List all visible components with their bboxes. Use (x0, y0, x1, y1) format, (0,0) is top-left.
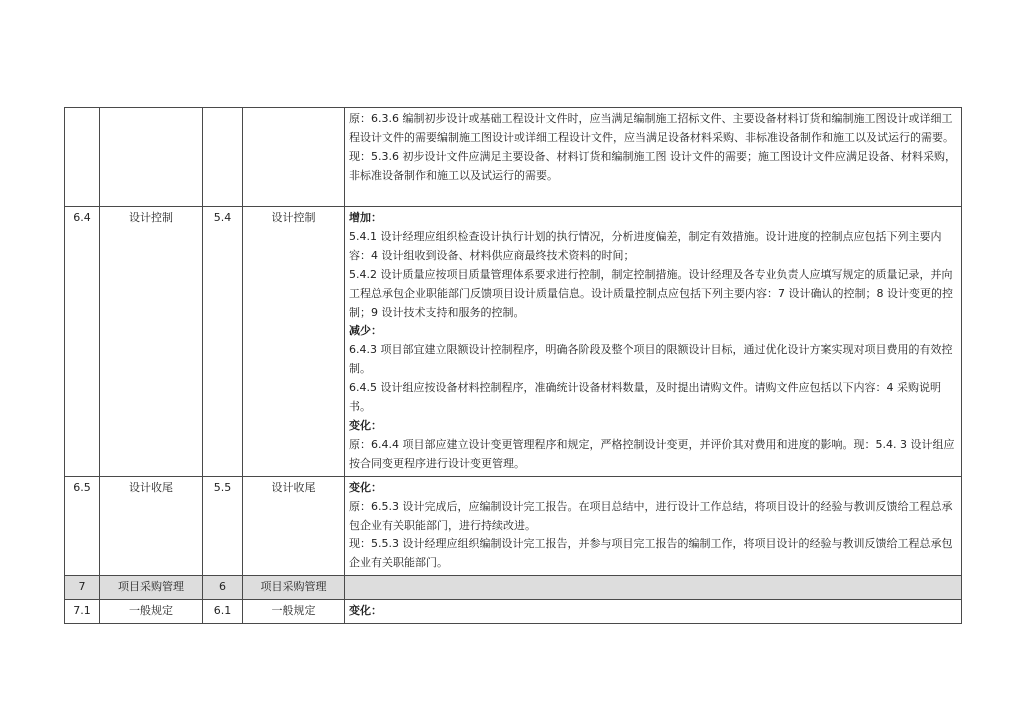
section-heading: 增加： (349, 211, 382, 224)
section-heading: 减少： (349, 324, 382, 338)
paragraph: 6.4.5 设计组应按设备材料控制程序，准确统计设备材料数量，及时提出请购文件。请购文件应包括以下内容：4 采购说明书。 (349, 381, 941, 414)
paragraph: 现：5.3.6 初步设计文件应满足主要设备、材料订货和编制施工图 设计文件的需要；施工图设计文件应满足设备、材料采购，非标准设备制作和施工以及试运行的需要。 (349, 149, 956, 182)
section-heading: 变化： (349, 480, 382, 494)
paragraph: 原：6.5.3 设计完成后，应编制设计完工报告。在项目总结中，进行设计工作总结，将项目设计的经验与教训反馈给工程总承包企业有关职能部门，进行持续改进。 (349, 499, 953, 532)
table-row (65, 576, 962, 600)
cell-old-clause-title: 一般规定 (100, 600, 203, 624)
cell-new-clause-title: 设计控制 (243, 207, 345, 477)
table-row (65, 108, 962, 207)
table-row (65, 600, 962, 624)
cell-old-clause-no (65, 108, 100, 207)
paragraph: 原：6.4.4 项目部应建立设计变更管理程序和规定，严格控制设计变更，并评价其对费用和进度的影响。现：5.4. 3 设计组应按合同变更程序进行设计变更管理。 (349, 437, 955, 470)
paragraph: 5.4.1 设计经理应组织检查设计执行计划的执行情况，分析进度偏差，制定有效措施。设计进度的控制点应包括下列主要内容：4 设计组收到设备、材料供应商最终技术资料的时间； (349, 229, 942, 262)
cell-new-clause-no: 5.4 (203, 207, 243, 477)
cell-old-clause-title: 项目采购管理 (100, 576, 203, 600)
cell-new-clause-title: 项目采购管理 (243, 576, 345, 600)
comparison-table (64, 107, 962, 624)
section-heading: 变化： (349, 418, 382, 432)
paragraph: 5.4.2 设计质量应按项目质量管理体系要求进行控制，制定控制措施。设计经理及各专业负责人应填写规定的质量记录，并向工程总承包企业职能部门反馈项目设计质量信息。设计质量控制点应包括下列主要内容：7 设计确认的控制；8 设计变更的控制；9 设计技术支持和服务的控制。 (349, 267, 953, 319)
cell-change-description (345, 108, 962, 207)
cell-new-clause-title: 一般规定 (243, 600, 345, 624)
cell-change-description (345, 576, 962, 600)
cell-old-clause-no: 6.5 (65, 476, 100, 576)
cell-old-clause-no: 7.1 (65, 600, 100, 624)
cell-new-clause-no: 5.5 (203, 476, 243, 576)
paragraph: 原：6.3.6 编制初步设计或基础工程设计文件时，应当满足编制施工招标文件、主要设备材料订货和编制施工图设计或详细工程设计文件的需要编制施工图设计或详细工程设计文件，应当满足设备材料采购、非标准设备制作和施工以及试运行的需要。 (349, 112, 954, 144)
cell-old-clause-title (100, 108, 203, 207)
paragraph: 6.4.3 项目部宜建立限额设计控制程序，明确各阶段及整个项目的限额设计目标，通过优化设计方案实现对项目费用的有效控制。 (349, 343, 953, 376)
cell-new-clause-no (203, 108, 243, 207)
cell-old-clause-title: 设计控制 (100, 207, 203, 477)
cell-change-description (345, 600, 962, 624)
cell-new-clause-no: 6 (203, 576, 243, 600)
cell-new-clause-title: 设计收尾 (243, 476, 345, 576)
table-row (65, 207, 962, 477)
paragraph: 现：5.5.3 设计经理应组织编制设计完工报告，并参与项目完工报告的编制工作，将项目设计的经验与教训反馈给工程总承包企业有关职能部门。 (349, 537, 953, 570)
cell-new-clause-title (243, 108, 345, 207)
section-heading: 变化： (349, 604, 382, 618)
table-row (65, 476, 962, 576)
comparison-table-body (65, 108, 962, 624)
cell-change-description (345, 207, 962, 477)
cell-change-description (345, 476, 962, 576)
cell-old-clause-no: 6.4 (65, 207, 100, 477)
cell-old-clause-title: 设计收尾 (100, 476, 203, 576)
cell-old-clause-no: 7 (65, 576, 100, 600)
cell-new-clause-no: 6.1 (203, 600, 243, 624)
